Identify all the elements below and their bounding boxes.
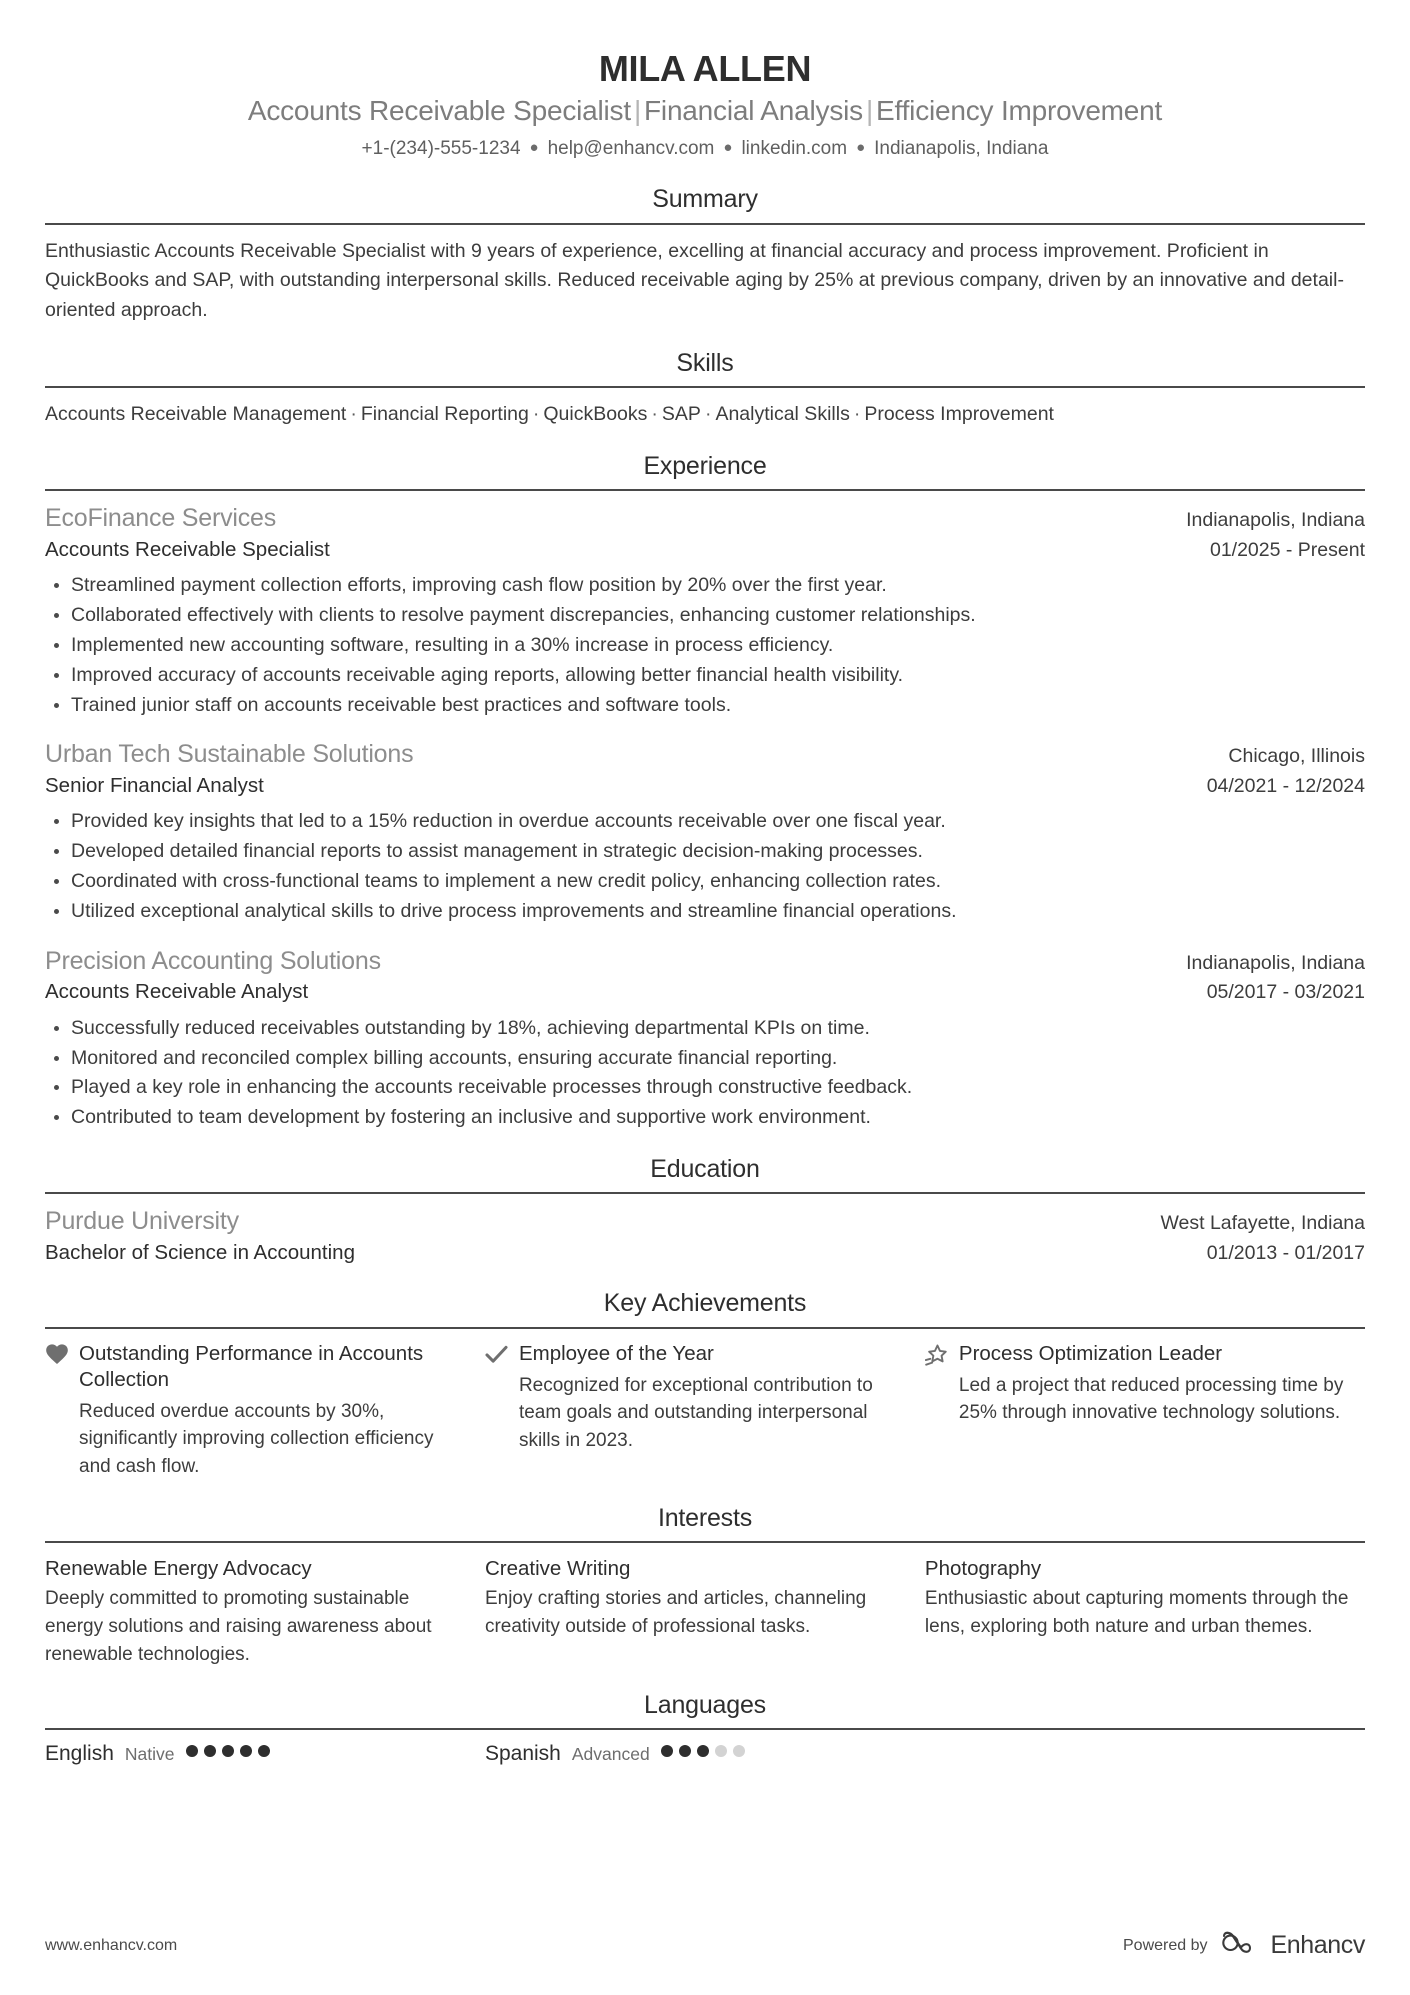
resume-entry bbox=[45, 946, 1365, 1132]
interest-title: Photography bbox=[924, 1556, 1042, 1580]
section-divider bbox=[45, 223, 1365, 225]
entry-bullet: Played a key role in enhancing the accounts receivable processes through constructive feedback. bbox=[45, 1073, 1365, 1102]
section-experience bbox=[45, 451, 1365, 1132]
language-name: English bbox=[45, 1742, 114, 1766]
resume-header bbox=[45, 30, 1365, 162]
section-key-achievements bbox=[45, 1288, 1365, 1480]
achievement-item bbox=[45, 1341, 485, 1481]
summary-text: Enthusiastic Accounts Receivable Specialist with 9 years of experience, excelling at financial accuracy and process improvement. Proficient in QuickBooks and SAP, with outstanding interpersonal skills. Reduced receivable aging by 25% at previous company, driven by an innovative and detail-oriented approach. bbox=[45, 239, 1344, 321]
entry-bullet-list bbox=[45, 571, 1365, 719]
footer-website-link[interactable]: www.enhancv.com bbox=[45, 1936, 178, 1954]
section-divider bbox=[45, 1327, 1365, 1329]
entry-dates: 05/2017 - 03/2021 bbox=[1206, 981, 1365, 1004]
contact-bullet-icon: ● bbox=[856, 138, 866, 156]
headline-part-0: Accounts Receivable Specialist bbox=[247, 95, 631, 127]
proficiency-dot bbox=[697, 1745, 709, 1757]
entry-organization: Purdue University bbox=[45, 1207, 239, 1236]
proficiency-dot bbox=[661, 1745, 673, 1757]
achievement-header bbox=[925, 1341, 1365, 1368]
proficiency-dot bbox=[204, 1745, 216, 1757]
entry-header-row bbox=[45, 503, 1365, 534]
entry-header-row bbox=[45, 946, 1365, 977]
achievement-header bbox=[45, 1341, 457, 1394]
section-divider bbox=[45, 1192, 1365, 1194]
powered-by-label: Powered by bbox=[1123, 1936, 1208, 1954]
entry-bullet: Utilized exceptional analytical skills to drive process improvements and streamline financial operations. bbox=[45, 897, 1365, 926]
achievement-columns bbox=[45, 1341, 1365, 1481]
section-divider bbox=[45, 1541, 1365, 1543]
interest-title: Renewable Energy Advocacy bbox=[45, 1556, 312, 1580]
resume-entry bbox=[45, 503, 1365, 719]
entry-dates: 04/2021 - 12/2024 bbox=[1206, 774, 1365, 797]
contact-phone: +1-(234)-555-1234 bbox=[361, 137, 521, 159]
entry-bullet: Coordinated with cross-functional teams to implement a new credit policy, enhancing collection rates. bbox=[45, 867, 1365, 896]
entry-subheader-row bbox=[45, 978, 1365, 1006]
achievement-title: Employee of the Year bbox=[518, 1341, 714, 1365]
entry-organization: EcoFinance Services bbox=[45, 504, 277, 533]
interest-item bbox=[45, 1555, 485, 1668]
language-level: Native bbox=[124, 1744, 175, 1765]
proficiency-dot bbox=[733, 1745, 745, 1757]
contact-line bbox=[45, 136, 1365, 163]
entry-header-row bbox=[45, 1206, 1365, 1237]
interest-item bbox=[925, 1555, 1365, 1668]
section-title-experience: Experience bbox=[643, 452, 767, 480]
section-title-languages: Languages bbox=[644, 1691, 766, 1720]
headline-part-2: Efficiency Improvement bbox=[876, 95, 1163, 127]
heart-icon bbox=[45, 1342, 69, 1368]
achievement-title: Outstanding Performance in Accounts Collection bbox=[79, 1341, 424, 1392]
language-proficiency-dots bbox=[186, 1745, 270, 1757]
skill-item: Process Improvement bbox=[864, 402, 1054, 425]
achievement-item bbox=[925, 1341, 1365, 1481]
skill-item: Financial Reporting bbox=[360, 402, 529, 425]
section-languages bbox=[45, 1690, 1365, 1766]
entry-bullet: Improved accuracy of accounts receivable aging reports, allowing better financial health visibility. bbox=[45, 661, 1365, 690]
entry-organization: Precision Accounting Solutions bbox=[45, 946, 381, 975]
entry-bullet-list bbox=[45, 1014, 1365, 1132]
proficiency-dot bbox=[715, 1745, 727, 1757]
language-level: Advanced bbox=[571, 1744, 650, 1765]
interest-description: Deeply committed to promoting sustainable energy solutions and raising awareness about renewable technologies. bbox=[45, 1588, 432, 1665]
entry-location: West Lafayette, Indiana bbox=[1160, 1212, 1365, 1235]
skill-separator: · bbox=[350, 402, 357, 425]
entry-header-row bbox=[45, 739, 1365, 770]
skill-item: QuickBooks bbox=[543, 402, 648, 425]
achievement-description: Led a project that reduced processing time by 25% through innovative technology solutions. bbox=[958, 1374, 1344, 1424]
entry-subheader-row bbox=[45, 536, 1365, 564]
skill-separator: · bbox=[704, 402, 712, 425]
entry-bullet: Monitored and reconciled complex billing accounts, ensuring accurate financial reporting. bbox=[45, 1044, 1365, 1073]
entry-role: Accounts Receivable Specialist bbox=[45, 537, 330, 561]
language-name: Spanish bbox=[484, 1742, 561, 1766]
achievement-title: Process Optimization Leader bbox=[958, 1341, 1223, 1365]
section-education bbox=[45, 1154, 1365, 1266]
proficiency-dot bbox=[679, 1745, 691, 1757]
section-interests bbox=[45, 1503, 1365, 1669]
language-item bbox=[485, 1742, 925, 1766]
education-entries bbox=[45, 1206, 1365, 1266]
language-list bbox=[45, 1742, 1365, 1766]
contact-bullet-icon: ● bbox=[723, 138, 733, 156]
entry-bullet: Trained junior staff on accounts receivable best practices and software tools. bbox=[45, 691, 1365, 720]
entry-dates: 01/2013 - 01/2017 bbox=[1206, 1241, 1365, 1264]
achievement-description: Reduced overdue accounts by 30%, significantly improving collection efficiency and cash flow. bbox=[79, 1400, 434, 1477]
skill-separator: · bbox=[532, 402, 540, 425]
entry-organization: Urban Tech Sustainable Solutions bbox=[45, 740, 414, 769]
entry-role: Bachelor of Science in Accounting bbox=[45, 1240, 355, 1264]
enhancv-mark-icon bbox=[1221, 1930, 1263, 1961]
contact-bullet-icon: ● bbox=[529, 138, 539, 156]
enhancv-wordmark: Enhancv bbox=[1270, 1931, 1365, 1959]
achievement-description: Recognized for exceptional contribution to team goals and outstanding interpersonal skills in 2023. bbox=[518, 1374, 873, 1451]
achievement-header bbox=[485, 1341, 897, 1368]
candidate-name: MILA ALLEN bbox=[598, 48, 812, 89]
section-title-education: Education bbox=[650, 1155, 760, 1184]
check-icon bbox=[485, 1342, 509, 1368]
interest-description: Enthusiastic about capturing moments through the lens, exploring both nature and urban themes. bbox=[924, 1588, 1349, 1637]
skill-separator: · bbox=[853, 402, 861, 425]
enhancv-logo bbox=[1221, 1930, 1366, 1961]
shooting-star-icon bbox=[925, 1342, 949, 1368]
proficiency-dot bbox=[186, 1745, 198, 1757]
entry-bullet-list bbox=[45, 807, 1365, 925]
entry-bullet: Streamlined payment collection efforts, improving cash flow position by 20% over the first year. bbox=[45, 571, 1365, 600]
headline-separator: | bbox=[865, 95, 874, 127]
resume-entry bbox=[45, 1206, 1365, 1266]
section-divider bbox=[45, 1728, 1365, 1730]
language-item bbox=[45, 1742, 485, 1766]
interest-item bbox=[485, 1555, 925, 1668]
section-divider bbox=[45, 489, 1365, 491]
section-title-key-achievements: Key Achievements bbox=[603, 1289, 807, 1318]
resume-entry bbox=[45, 739, 1365, 925]
entry-bullet: Successfully reduced receivables outstanding by 18%, achieving departmental KPIs on time. bbox=[45, 1014, 1365, 1043]
interest-title: Creative Writing bbox=[484, 1556, 631, 1580]
experience-entries bbox=[45, 503, 1365, 1132]
entry-location: Indianapolis, Indiana bbox=[1186, 509, 1365, 532]
section-divider bbox=[45, 386, 1365, 388]
proficiency-dot bbox=[240, 1745, 252, 1757]
entry-location: Indianapolis, Indiana bbox=[1186, 951, 1365, 974]
proficiency-dot bbox=[222, 1745, 234, 1757]
contact-location: Indianapolis, Indiana bbox=[874, 137, 1049, 159]
entry-bullet: Developed detailed financial reports to assist management in strategic decision-making processes. bbox=[45, 837, 1365, 866]
skill-item: Analytical Skills bbox=[715, 402, 850, 425]
skill-item: SAP bbox=[661, 402, 701, 425]
entry-bullet: Provided key insights that led to a 15% reduction in overdue accounts receivable over one fiscal year. bbox=[45, 807, 1365, 836]
interest-columns bbox=[45, 1555, 1365, 1668]
entry-subheader-row bbox=[45, 1239, 1365, 1267]
footer-branding bbox=[1123, 1930, 1365, 1961]
section-summary bbox=[45, 184, 1365, 325]
contact-linkedin[interactable]: linkedin.com bbox=[741, 137, 848, 159]
headline-separator: | bbox=[633, 95, 642, 127]
section-title-interests: Interests bbox=[657, 1503, 753, 1532]
entry-bullet: Contributed to team development by fostering an inclusive and supportive work environment. bbox=[45, 1103, 1365, 1132]
page-footer bbox=[45, 1930, 1365, 1961]
skills-list bbox=[45, 400, 1365, 429]
language-proficiency-dots bbox=[661, 1745, 745, 1757]
entry-bullet: Collaborated effectively with clients to resolve payment discrepancies, enhancing customer relationships. bbox=[45, 601, 1365, 630]
section-title-summary: Summary bbox=[652, 185, 758, 214]
entry-subheader-row bbox=[45, 772, 1365, 800]
section-title-skills: Skills bbox=[676, 348, 734, 377]
proficiency-dot bbox=[258, 1745, 270, 1757]
entry-dates: 01/2025 - Present bbox=[1209, 538, 1365, 561]
entry-role: Accounts Receivable Analyst bbox=[45, 980, 309, 1004]
skill-separator: · bbox=[651, 402, 658, 425]
candidate-headline bbox=[45, 93, 1365, 129]
entry-bullet: Implemented new accounting software, resulting in a 30% increase in process efficiency. bbox=[45, 631, 1365, 660]
interest-description: Enjoy crafting stories and articles, channeling creativity outside of professional tasks. bbox=[484, 1588, 867, 1637]
skill-item: Accounts Receivable Management bbox=[45, 402, 347, 425]
achievement-item bbox=[485, 1341, 925, 1481]
contact-email[interactable]: help@enhancv.com bbox=[547, 137, 715, 159]
entry-location: Chicago, Illinois bbox=[1228, 745, 1365, 768]
headline-part-1: Financial Analysis bbox=[644, 95, 863, 127]
entry-role: Senior Financial Analyst bbox=[45, 773, 264, 797]
section-skills bbox=[45, 348, 1365, 430]
